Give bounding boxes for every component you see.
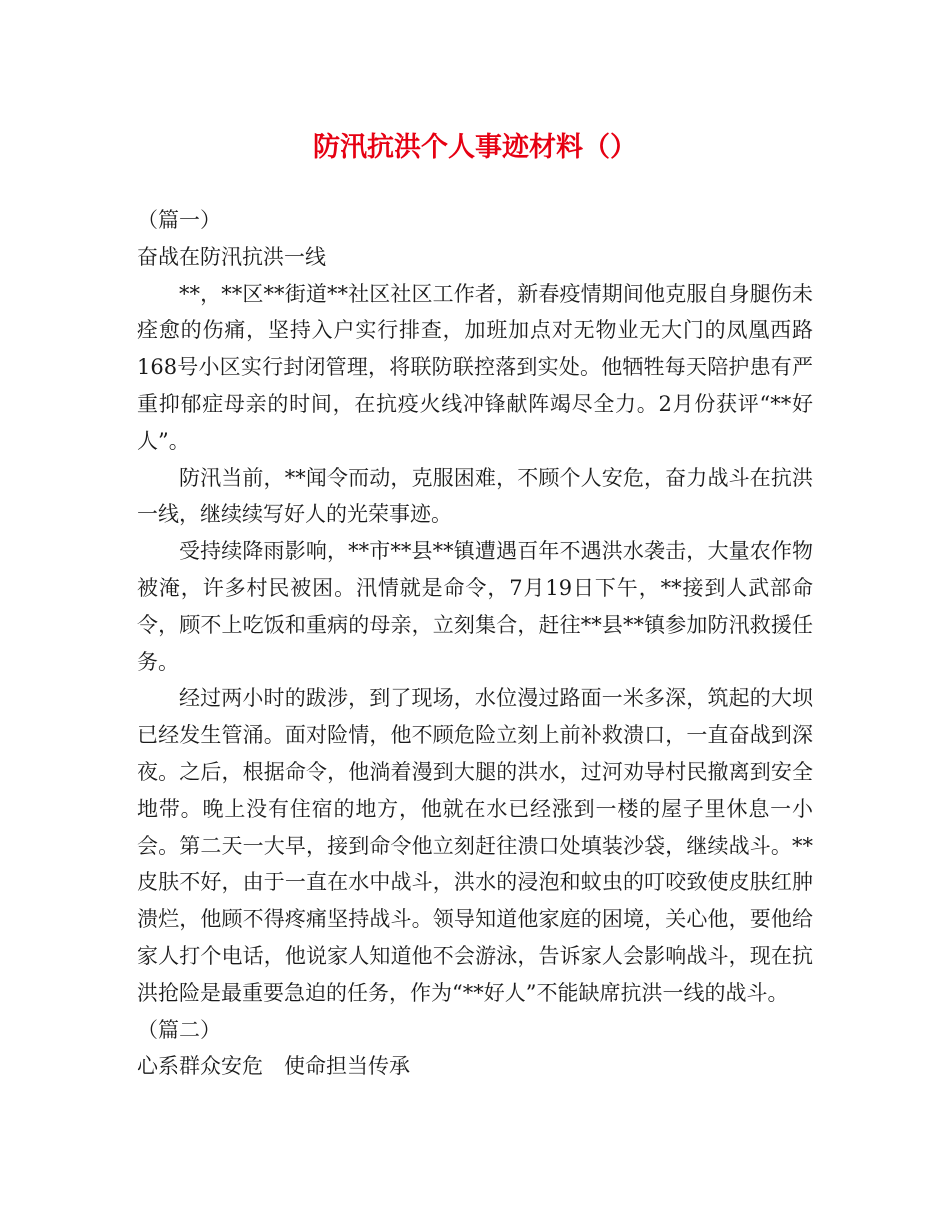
document-title: 防汛抗洪个人事迹材料（） — [313, 132, 637, 163]
body-paragraph: **，**区**街道**社区社区工作者，新春疫情期间他克服自身腿伤未痊愈的伤痛，坚持入户实行排查，加班加点对无物业无大门的凤凰西路168号小区实行封闭管理，将联防联控落到实处。他牺牲每天陪护患有严重抑郁症母亲的时间，在抗疫火线冲锋献阵竭尽全力。2月份获评“**好人”。 — [137, 281, 813, 453]
body-paragraph: 经过两小时的跋涉，到了现场，水位漫过路面一米多深，筑起的大坝已经发生管涌。面对险情，他不顾危险立刻上前补救溃口，一直奋战到深夜。之后，根据命令，他淌着漫到大腿的洪水，过河劝导村民撤离到安全地带。晚上没有住宿的地方，他就在水已经涨到一楼的屋子里休息一小会。第二天一大早，接到命令他立刻赶往溃口处填装沙袋，继续战斗。**皮肤不好，由于一直在水中战斗，洪水的浸泡和蚊虫的叮咬致使皮肤红肿溃烂，他顾不得疼痛坚持战斗。领导知道他家庭的困境，关心他，要他给家人打个电话，他说家人知道他不会游泳，告诉家人会影响战斗，现在抗洪抢险是最重要急迫的任务，作为“**好人”不能缺席抗洪一线的战斗。 — [137, 686, 813, 1005]
document-body — [137, 202, 813, 1085]
body-paragraph: 受持续降雨影响，**市**县**镇遭遇百年不遇洪水袭击，大量农作物被淹，许多村民被困。汛情就是命令，7月19日下午，**接到人武部命令，顾不上吃饭和重病的母亲，立刻集合，赶往**县**镇参加防汛救援任务。 — [137, 539, 813, 674]
body-paragraph: 防汛当前，**闻令而动，克服困难，不顾个人安危，奋力战斗在抗洪一线，继续续写好人的光荣事迹。 — [137, 465, 813, 527]
section-label: （篇二） — [137, 1017, 221, 1042]
section-heading: 奋战在防汛抗洪一线 — [137, 244, 326, 269]
section-heading: 心系群众安危 使命担当传承 — [137, 1054, 410, 1079]
section-label: （篇一） — [137, 208, 221, 232]
